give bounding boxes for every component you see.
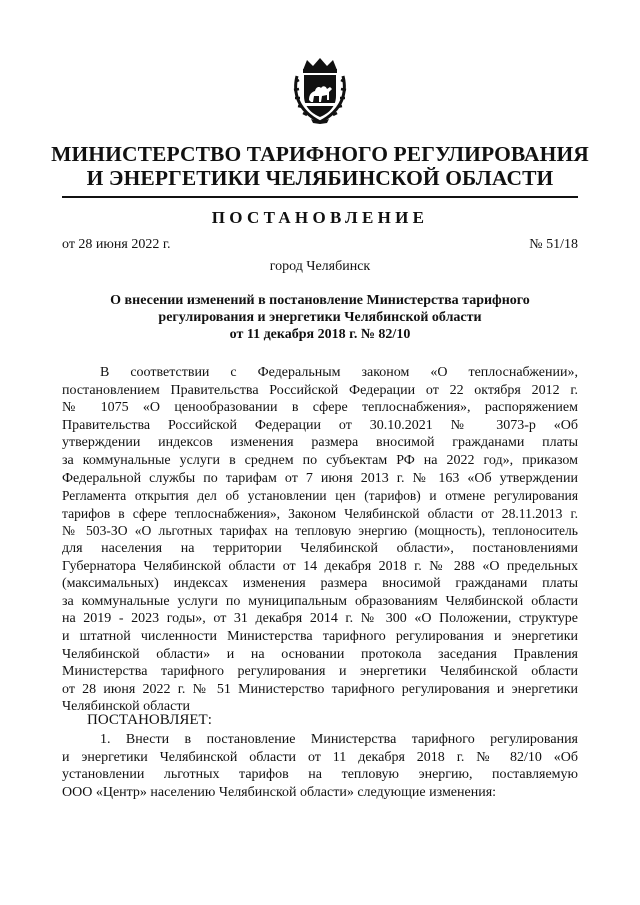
body-text-line: для населения на территории Челябинской области», постановлениями	[62, 541, 578, 556]
body-text-line: Правительства Российской Федерации от 30.10.2021 № 3073-р «Об	[62, 417, 578, 433]
ministry-name-line-1: МИНИСТЕРСТВО ТАРИФНОГО РЕГУЛИРОВАНИЯ	[51, 142, 589, 166]
document-title-line: от 11 декабря 2018 г. № 82/10	[229, 327, 411, 342]
body-text-line: В соответствии с Федеральным законом «О теплоснабжении»,	[100, 365, 578, 380]
body-text-line: за коммунальные услуги по муниципальным образованиям Челябинской области	[62, 593, 578, 609]
item-text-line: установлении льготных тарифов на тепловую энергию, поставляемую	[62, 767, 578, 783]
document-city: город Челябинск	[269, 259, 371, 274]
body-text-line: Челябинской области» и на основании протокола заседания Правления	[62, 646, 578, 662]
document-title-line: О внесении изменений в постановление Министерства тарифного	[110, 293, 530, 308]
ministry-name-line-2: И ЭНЕРГЕТИКИ ЧЕЛЯБИНСКОЙ ОБЛАСТИ	[86, 166, 554, 190]
body-text-line: (максимальных) индексах изменения размера вносимой гражданами платы	[62, 576, 578, 592]
body-text-line: Министерства тарифного регулирования и энергетики Челябинской области	[62, 664, 578, 680]
document-type-heading: ПОСТАНОВЛЕНИЕ	[211, 208, 429, 227]
body-text-line: и штатной численности Министерства тарифного регулирования и энергетики	[62, 629, 578, 644]
resolves-heading: ПОСТАНОВЛЯЕТ:	[87, 712, 212, 728]
coat-of-arms-emblem	[291, 56, 349, 124]
body-text-line: № 503-ЗО «О льготных тарифах на тепловую энергию (мощность), теплоноситель	[62, 523, 578, 539]
body-text-line: постановлением Правительства Российской Федерации от 22 октября 2012 г.	[62, 382, 578, 398]
body-text-line: Регламента открытия дел об установлении цен (тарифов) и отмене регулирования	[62, 488, 578, 504]
header-divider	[62, 196, 578, 198]
body-text-line: № 1075 «О ценообразовании в сфере теплоснабжения», распоряжением	[62, 400, 578, 416]
item-text-line: и энергетики Челябинской области от 11 декабря 2018 г. № 82/10 «Об	[62, 749, 578, 765]
body-text-line: утверждении индексов изменения размера вносимой гражданами платы	[62, 435, 578, 451]
body-text-line: Губернатора Челябинской области от 14 декабря 2018 г. № 288 «О предельных	[62, 558, 578, 574]
document-number: № 51/18	[529, 237, 578, 252]
body-text-line: тарифов в сфере теплоснабжения», Законом Челябинской области от 28.11.2013 г.	[62, 505, 578, 521]
body-text-line: за коммунальные услуги в среднем по субъектам РФ на 2022 год», приказом	[62, 453, 578, 468]
body-text-line: Челябинской области	[62, 699, 190, 715]
document-date: от 28 июня 2022 г.	[62, 237, 171, 252]
body-text-line: от 28 июня 2022 г. № 51 Министерство тарифного регулирования и энергетики	[62, 681, 578, 697]
item-text-line: ООО «Центр» населению Челябинской области» следующие изменения:	[62, 784, 497, 800]
body-text-line: Федеральной службы по тарифам от 7 июня 2013 г. № 163 «Об утверждении	[62, 470, 578, 486]
body-text-line: на 2019 - 2023 годы», от 31 декабря 2014 г. № 300 «О Положении, структуре	[62, 611, 578, 627]
document-title-line: регулирования и энергетики Челябинской области	[158, 310, 482, 325]
item-text-line: 1. Внести в постановление Министерства тарифного регулирования	[100, 732, 578, 747]
